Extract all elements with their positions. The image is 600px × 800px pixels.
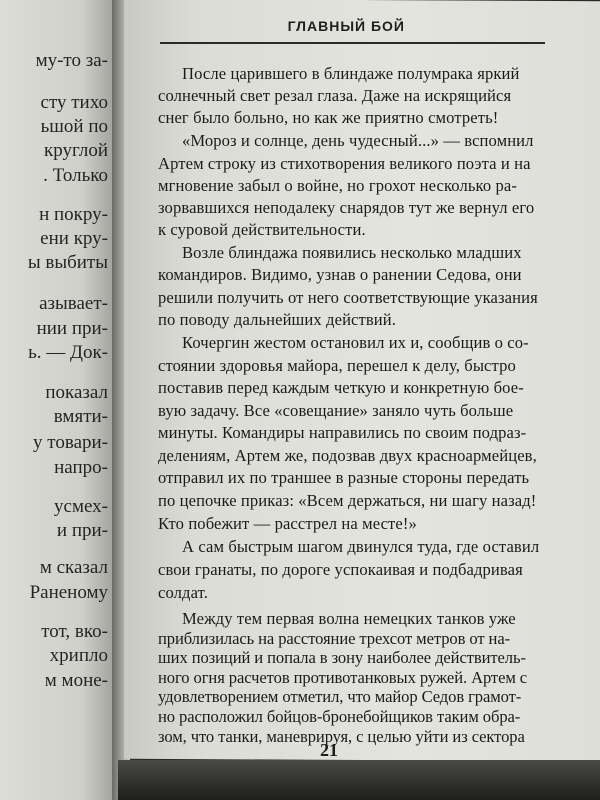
text-line: зом, что танки, маневрируя, с целью уйти из сектора: [158, 726, 525, 746]
text-line: мгновение забыл о войне, но грохот несколько ра-: [158, 176, 517, 195]
left-page-line: ени кру-: [40, 228, 108, 249]
text-line: свои гранаты, по дороге успокаивая и подбадривая: [158, 560, 523, 579]
running-head: [160, 18, 545, 34]
left-page-line: напро-: [54, 457, 108, 478]
text-line: Артем строку из стихотворения великого поэта и на: [158, 154, 531, 173]
text-line: поставив перед каждым четкую и конкретную бое-: [158, 378, 524, 397]
left-page-line: ы выбиты: [27, 252, 108, 273]
left-page-line: вмяти-: [53, 406, 108, 427]
text-line: минуты. Командиры направились по своим подраз-: [158, 423, 527, 442]
left-page-line: м моне-: [44, 670, 108, 691]
left-page-line: показал: [45, 382, 108, 403]
text-line: командиров. Видимо, узнав о ранении Седова, они: [158, 265, 522, 284]
text-line: Кто побежит — расстрел на месте!»: [158, 514, 417, 533]
left-page-line: м сказал: [39, 557, 108, 578]
text-line: но расположил бойцов-бронебойщиков таким обра-: [158, 707, 521, 726]
left-page-line: Раненому: [29, 582, 108, 603]
text-line: делениям, Артем же, подозвав двух красноармейцев,: [158, 446, 537, 465]
left-page-line: му-то за-: [35, 50, 108, 71]
left-page-line: азывает-: [39, 293, 108, 314]
left-page-line: усмех-: [54, 496, 108, 517]
text-line: решили получить от него соответствующие указания: [158, 288, 538, 307]
text-line: ших позиций и попала в зону наиболее действитель-: [158, 648, 526, 668]
text-line: к суровой действительности.: [158, 220, 366, 239]
left-page-line: нии при-: [36, 318, 108, 339]
text-line: по поводу дальнейших действий.: [158, 310, 397, 329]
left-page-line: и при-: [56, 520, 108, 541]
left-page-line: сту тихо: [40, 92, 108, 113]
text-line: стоянии здоровья майора, перешел к делу, быстро: [158, 356, 516, 375]
text-line: После царившего в блиндаже полумрака яркий: [182, 64, 520, 83]
left-page-line: круглой: [44, 140, 108, 161]
left-page-line: ьшой по: [40, 116, 108, 137]
left-page: [0, 0, 118, 800]
running-head-text: ГЛАВНЫЙ БОЙ: [287, 18, 405, 34]
page-bottom-shadow: [118, 760, 600, 800]
text-line: удовлетворением отметил, что майор Седов грамот-: [158, 687, 522, 707]
text-line: Кочергин жестом остановил их и, сообщив о со-: [182, 333, 529, 352]
page-number: 21: [320, 740, 338, 760]
text-line: отправил их по траншее в разные стороны передать: [158, 468, 530, 487]
left-page-line: н покру-: [39, 204, 108, 225]
text-line: Между тем первая волна немецких танков уже: [182, 609, 516, 628]
text-line: вую задачу. Все «совещание» заняло чуть больше: [158, 401, 514, 420]
text-line: солдат.: [158, 583, 208, 602]
text-line: приблизилась на расстояние трехсот метров от на-: [158, 628, 511, 648]
text-line: ного огня расчетов противотанковых ружей. Артем с: [158, 667, 528, 687]
text-line: зорвавшихся неподалеку снарядов тут же вернул его: [158, 198, 535, 217]
left-page-line: хрипло: [49, 645, 108, 666]
text-line: А сам быстрым шагом двинулся туда, где оставил: [182, 537, 540, 556]
text-line: по цепочке приказ: «Всем держаться, ни шагу назад!: [158, 491, 537, 510]
left-page-line: . Только: [43, 165, 108, 186]
left-page-line: ь. — Док-: [28, 342, 108, 363]
text-line: Возле блиндажа появились несколько младших: [182, 243, 522, 262]
left-page-line: у товари-: [33, 432, 108, 453]
text-line: снег было больно, но как же приятно смотреть!: [158, 108, 499, 127]
header-rule: [160, 42, 545, 44]
left-page-line: тот, вко-: [41, 621, 108, 642]
text-line: солнечный свет резал глаза. Даже на искрящийся: [158, 86, 512, 105]
text-line: «Мороз и солнце, день чудесный...» — вспомнил: [182, 131, 534, 150]
